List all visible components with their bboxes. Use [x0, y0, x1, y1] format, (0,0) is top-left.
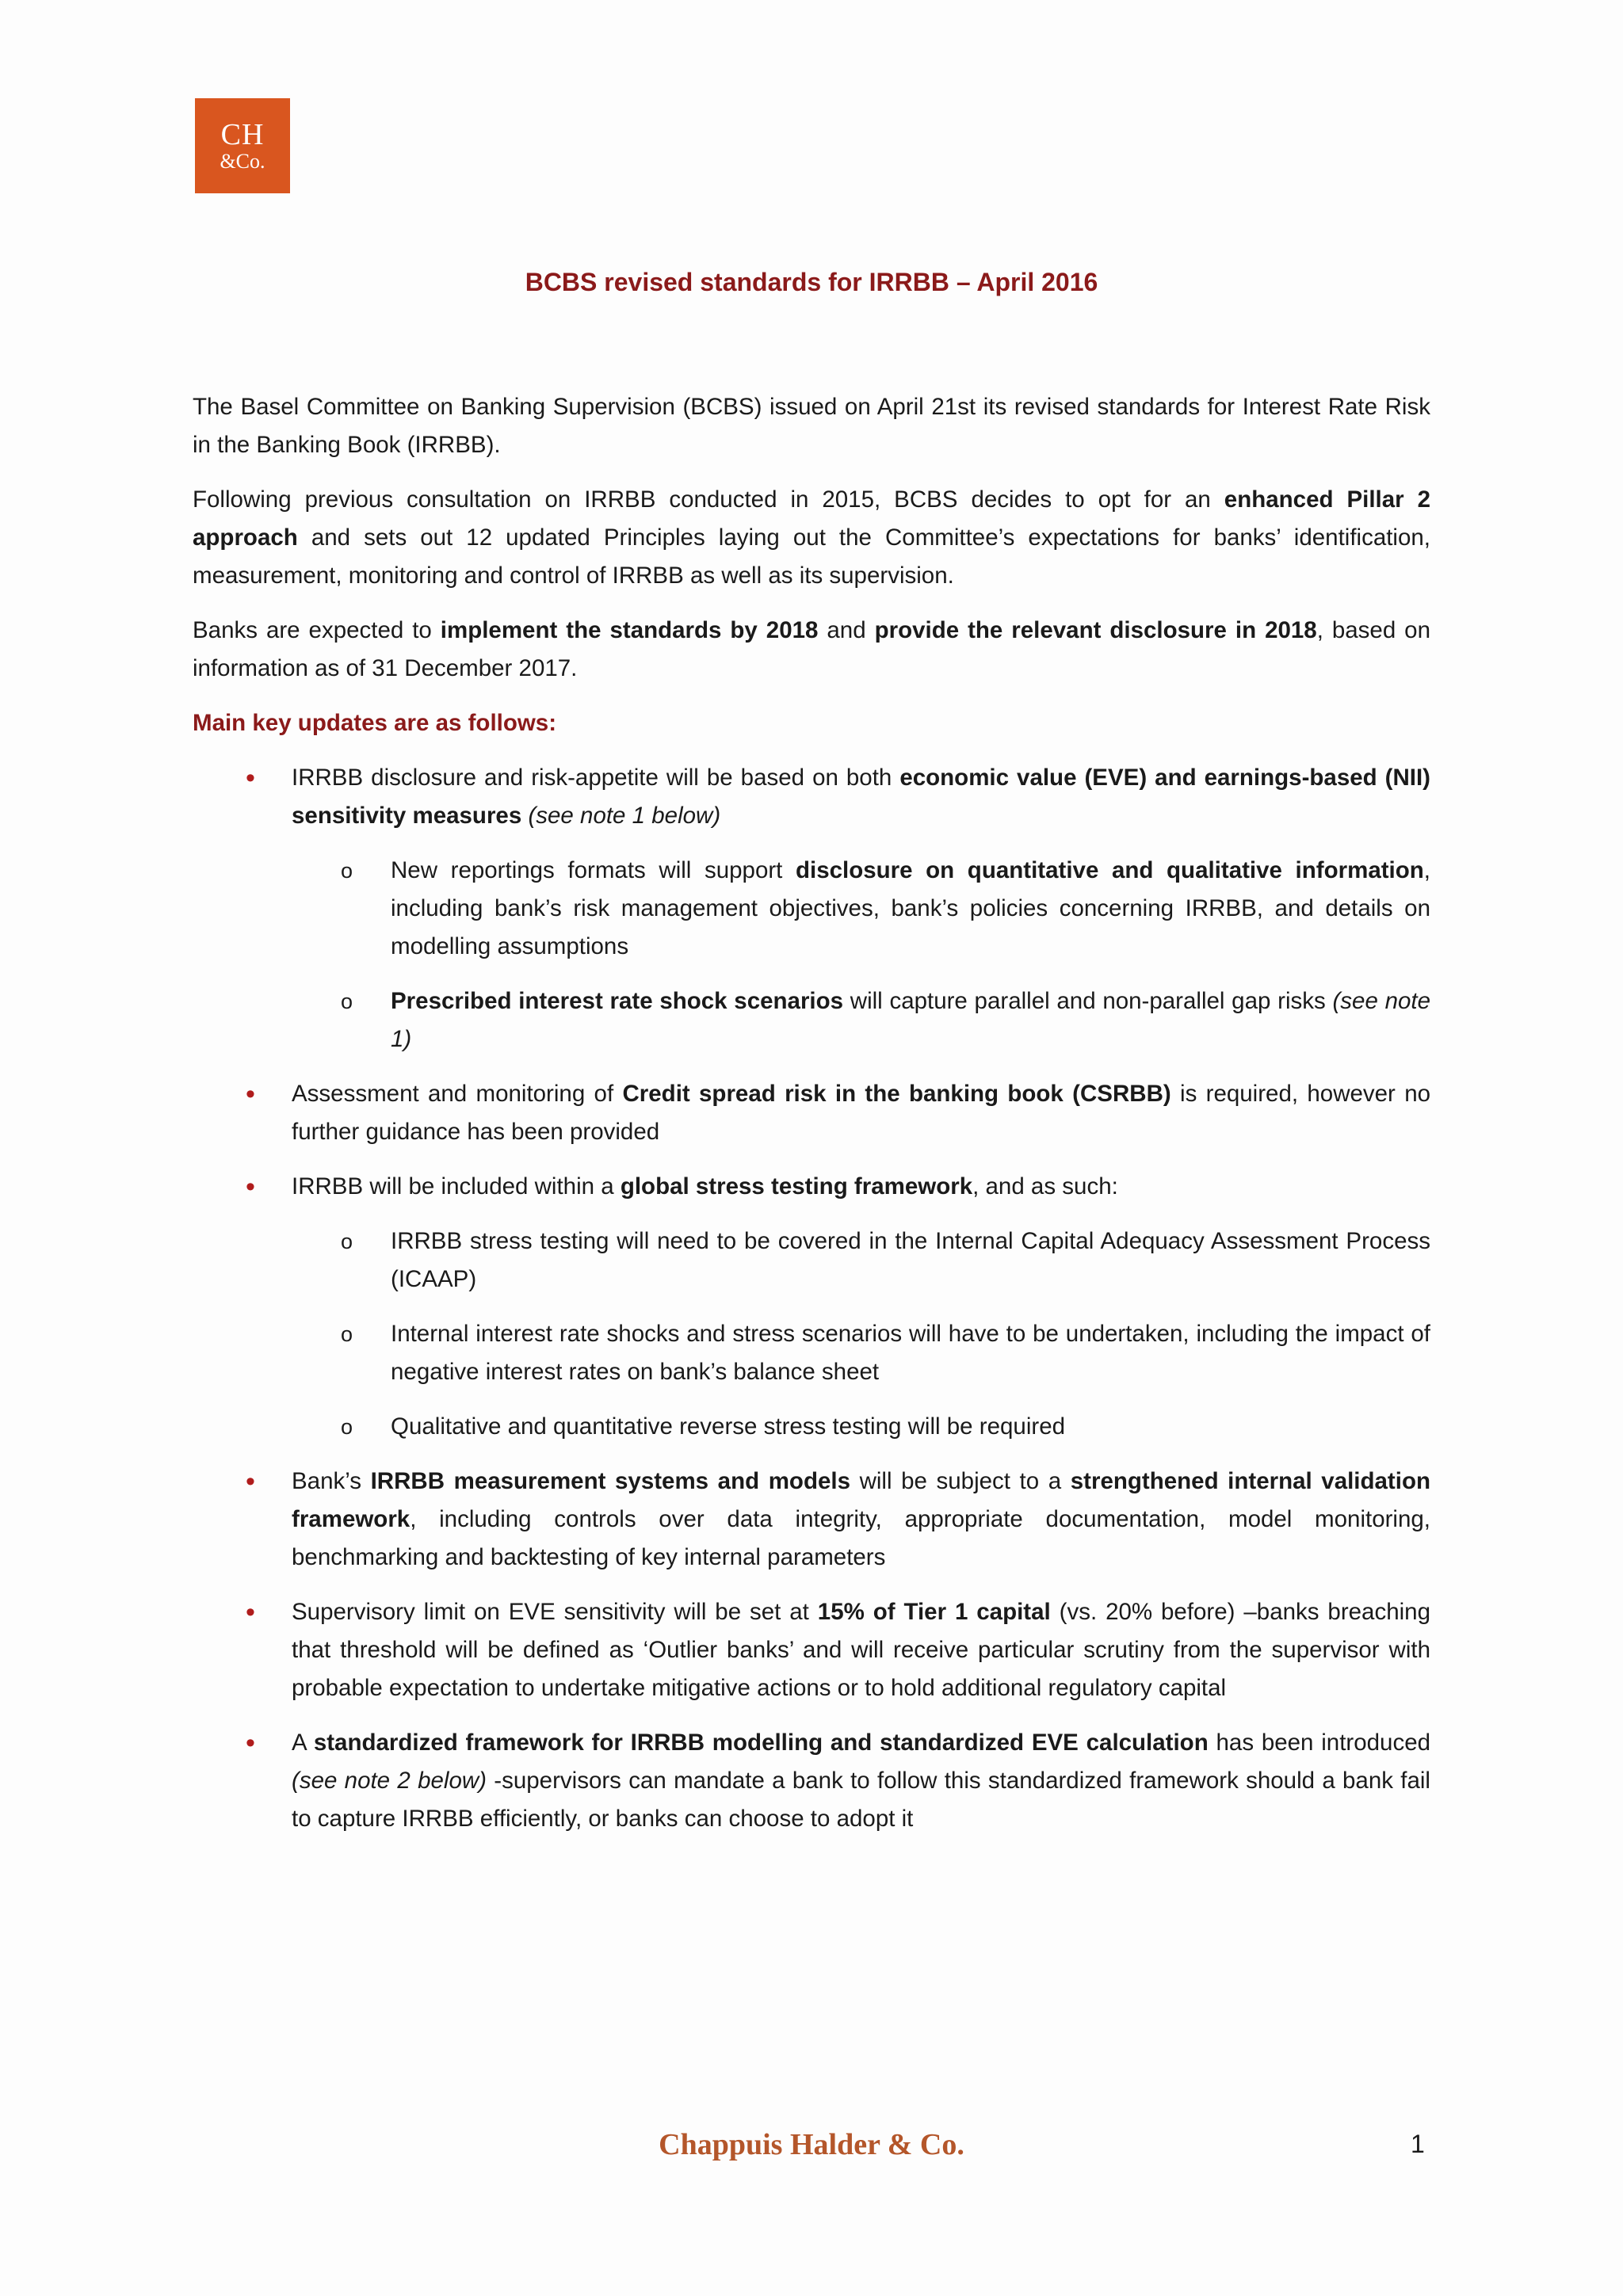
bold-span: standardized framework for IRRBB modelling and standardized EVE calculation — [313, 1730, 1209, 1756]
text-span: -supervisors can mandate a bank to follow this standardized framework should a bank fail to capture IRRBB efficiently, or banks can choose to adopt it — [292, 1768, 1430, 1832]
text-span: is required, however no further guidance has been provided — [292, 1081, 1431, 1145]
italic-span: (see note 1) — [391, 988, 1430, 1052]
text-span: Assessment and monitoring of — [292, 1081, 623, 1107]
bold-span: global stress testing framework — [620, 1173, 973, 1199]
text-span: , including bank’s risk management objectives, bank’s policies concerning IRRBB, and details on modelling assumptions — [391, 857, 1430, 959]
text-span: will be subject to a — [850, 1468, 1071, 1494]
sub-list-item — [292, 982, 1430, 1058]
list-item — [193, 1463, 1430, 1577]
footer-firm-name: Chappuis Halder & Co. — [659, 2128, 964, 2161]
text-span: A — [292, 1730, 314, 1756]
logo-line-2: &Co. — [220, 150, 265, 173]
document-title: BCBS revised standards for IRRBB – April 2016 — [525, 268, 1098, 296]
section-heading: Main key updates are as follows: — [193, 710, 557, 736]
text-span: , including controls over data integrity, appropriate documentation, model monitoring, benchmarking and backtesting of key internal parameters — [292, 1506, 1430, 1570]
text-span: , and as such: — [972, 1173, 1118, 1199]
list-item — [193, 759, 1430, 1058]
timeline-paragraph — [193, 612, 1430, 688]
sub-list — [292, 1222, 1430, 1446]
list-item — [193, 1724, 1430, 1838]
text-span: has been introduced — [1208, 1730, 1431, 1756]
italic-span: (see note 1 below) — [528, 803, 721, 829]
page-number: 1 — [1411, 2130, 1425, 2158]
bold-span: 15% of Tier 1 capital — [817, 1599, 1051, 1625]
text-span: Banks are expected to — [193, 617, 441, 643]
list-item — [193, 1075, 1430, 1151]
text-span: New reportings formats will support — [391, 857, 796, 883]
intro-paragraph: The Basel Committee on Banking Supervision (BCBS) issued on April 21st its revised standards for Interest Rate Risk in the Banking Book (IRRBB). — [193, 394, 1430, 458]
text-span: Bank’s — [292, 1468, 371, 1494]
sub-list-item: o Internal interest rate shocks and stress scenarios will have to be undertaken, including the impact of negative interest rates on bank’s balance sheet — [292, 1315, 1430, 1391]
sub-list-item — [292, 852, 1430, 966]
sub-list-item: o IRRBB stress testing will need to be covered in the Internal Capital Adequacy Assessment Process (ICAAP) — [292, 1222, 1430, 1299]
bold-span: Prescribed interest rate shock scenarios — [391, 988, 844, 1014]
text-span: and — [818, 617, 875, 643]
bold-span: enhanced Pillar 2 approach — [193, 486, 1430, 551]
bold-span: implement the standards by 2018 — [440, 617, 819, 643]
list-item — [193, 1593, 1430, 1707]
text-span: Following previous consultation on IRRBB conducted in 2015, BCBS decides to opt for an — [193, 486, 1224, 513]
text-span: IRRBB disclosure and risk-appetite will be based on both — [292, 765, 900, 791]
bold-span: disclosure on quantitative and qualitative information — [795, 857, 1424, 883]
bold-span: Credit spread risk in the banking book (CSRBB) — [622, 1081, 1171, 1107]
text-span: (vs. 20% before) –banks breaching that threshold will be defined as ‘Outlier banks’ and will receive particular scrutiny from the supervisor with probable expectation to undertake mitigative actions or to hold additional regulatory capital — [292, 1599, 1430, 1701]
text-span: and sets out 12 updated Principles laying out the Committee’s expectations for banks’ identification, measurement, monitoring and control of IRRBB as well as its supervision. — [193, 524, 1430, 589]
text-span: Supervisory limit on EVE sensitivity will be set at — [292, 1599, 818, 1625]
italic-span: (see note 2 below) — [292, 1768, 487, 1794]
bold-span: strengthened internal validation framework — [292, 1468, 1430, 1532]
logo-line-1: CH — [220, 118, 265, 151]
approach-paragraph — [193, 481, 1430, 595]
bold-span: provide the relevant disclosure in 2018 — [874, 617, 1317, 643]
text-span: IRRBB will be included within a — [292, 1173, 621, 1199]
text-span: , based on information as of 31 December 2017. — [193, 617, 1430, 681]
sub-list-item: o Qualitative and quantitative reverse stress testing will be required — [292, 1408, 1430, 1446]
bold-span: IRRBB measurement systems and models — [370, 1468, 850, 1494]
sub-list — [292, 852, 1430, 1058]
document-body — [193, 388, 1430, 1855]
company-logo — [195, 98, 290, 193]
text-span: will capture parallel and non-parallel gap risks — [843, 988, 1333, 1014]
list-item — [193, 1168, 1430, 1446]
key-updates-list — [193, 759, 1430, 1838]
bold-span: economic value (EVE) and earnings-based (NII) sensitivity measures — [292, 765, 1431, 829]
